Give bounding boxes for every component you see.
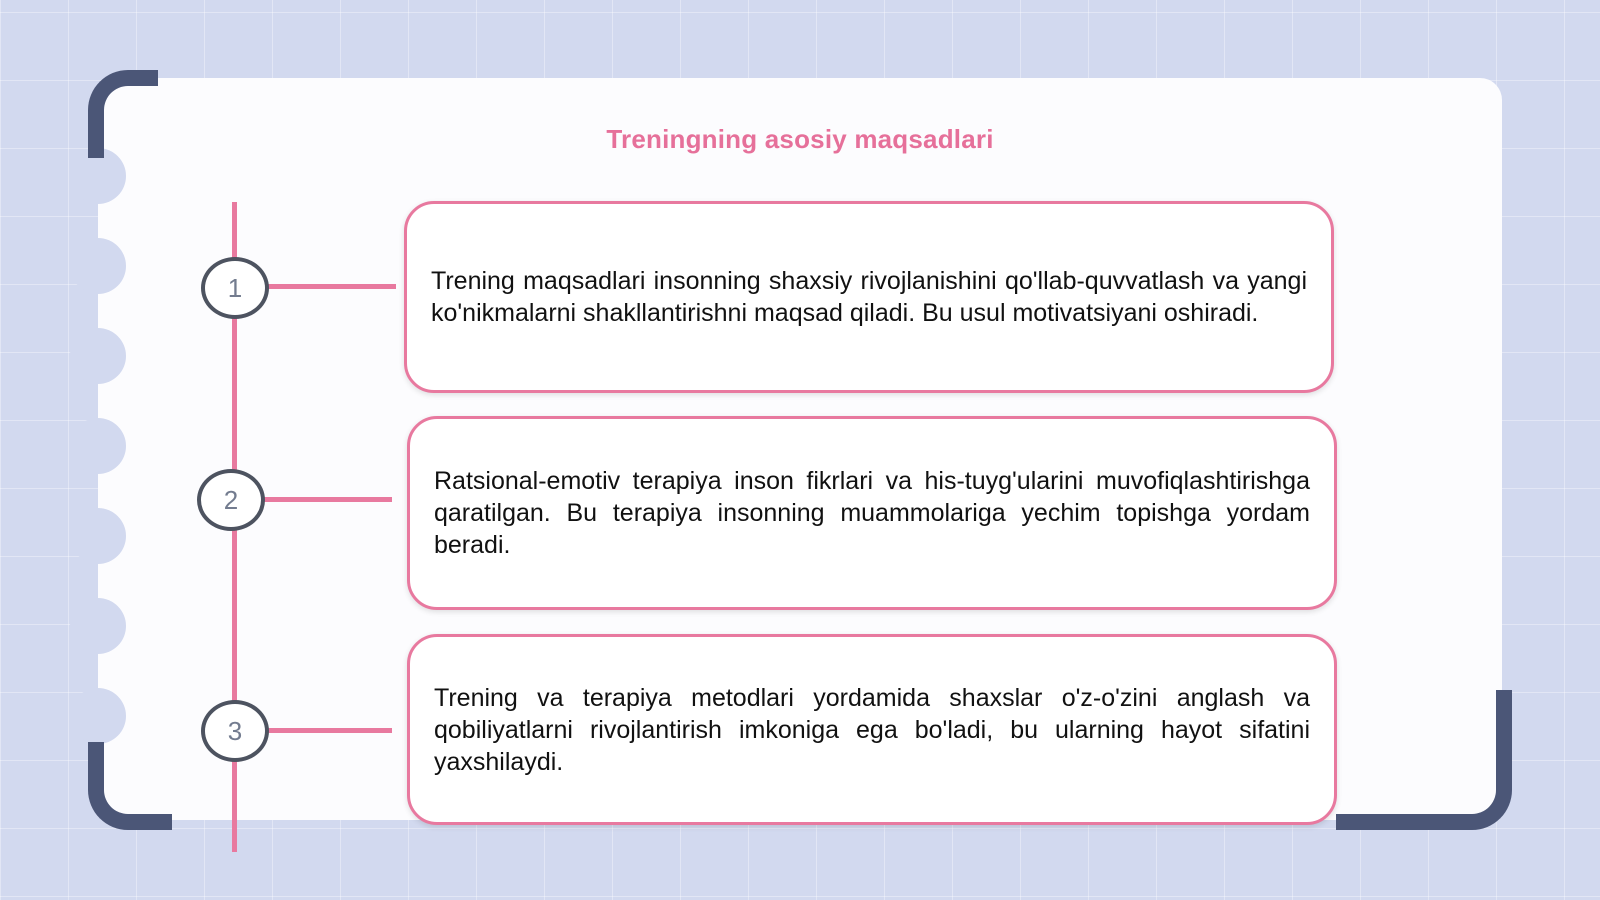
paper-notch (70, 238, 126, 294)
step-2-text: Ratsional-emotiv terapiya inson fikrlari va his-tuyg'ularini muvofiqlashtirishga qaratilgan. Bu terapiya insonning muammolariga yechim topishga yordam beradi. (434, 467, 1310, 559)
step-2-number-circle: 2 (197, 469, 265, 531)
paper-notch (70, 508, 126, 564)
paper-notch (70, 598, 126, 654)
paper-notch (70, 418, 126, 474)
step-1-text: Trening maqsadlari insonning shaxsiy rivojlanishini qo'llab-quvvatlash va yangi ko'nikmalarni shakllantirishni maqsad qiladi. Bu usul motivatsiyani oshiradi. (431, 267, 1307, 327)
step-3-number-circle: 3 (201, 700, 269, 762)
step-3-connector (267, 728, 392, 733)
step-1-number-circle: 1 (201, 257, 269, 319)
step-1-connector (268, 284, 396, 289)
step-3-text: Trening va terapiya metodlari yordamida shaxslar o'z-o'zini anglash va qobiliyatlarni rivojlantirish imkoniga ega bo'ladi, bu ularning hayot sifatini yaxshilaydi. (434, 683, 1310, 776)
step-3-card (407, 634, 1337, 825)
step-2-connector (264, 497, 392, 502)
step-2-card (407, 416, 1337, 610)
paper-notch (70, 328, 126, 384)
frame-corner-bottom-left (88, 742, 172, 830)
slide-title: Treningning asosiy maqsadlari (606, 124, 994, 154)
step-1-card (404, 201, 1334, 393)
frame-corner-bottom-right (1336, 690, 1512, 830)
paper-notch (70, 688, 126, 744)
